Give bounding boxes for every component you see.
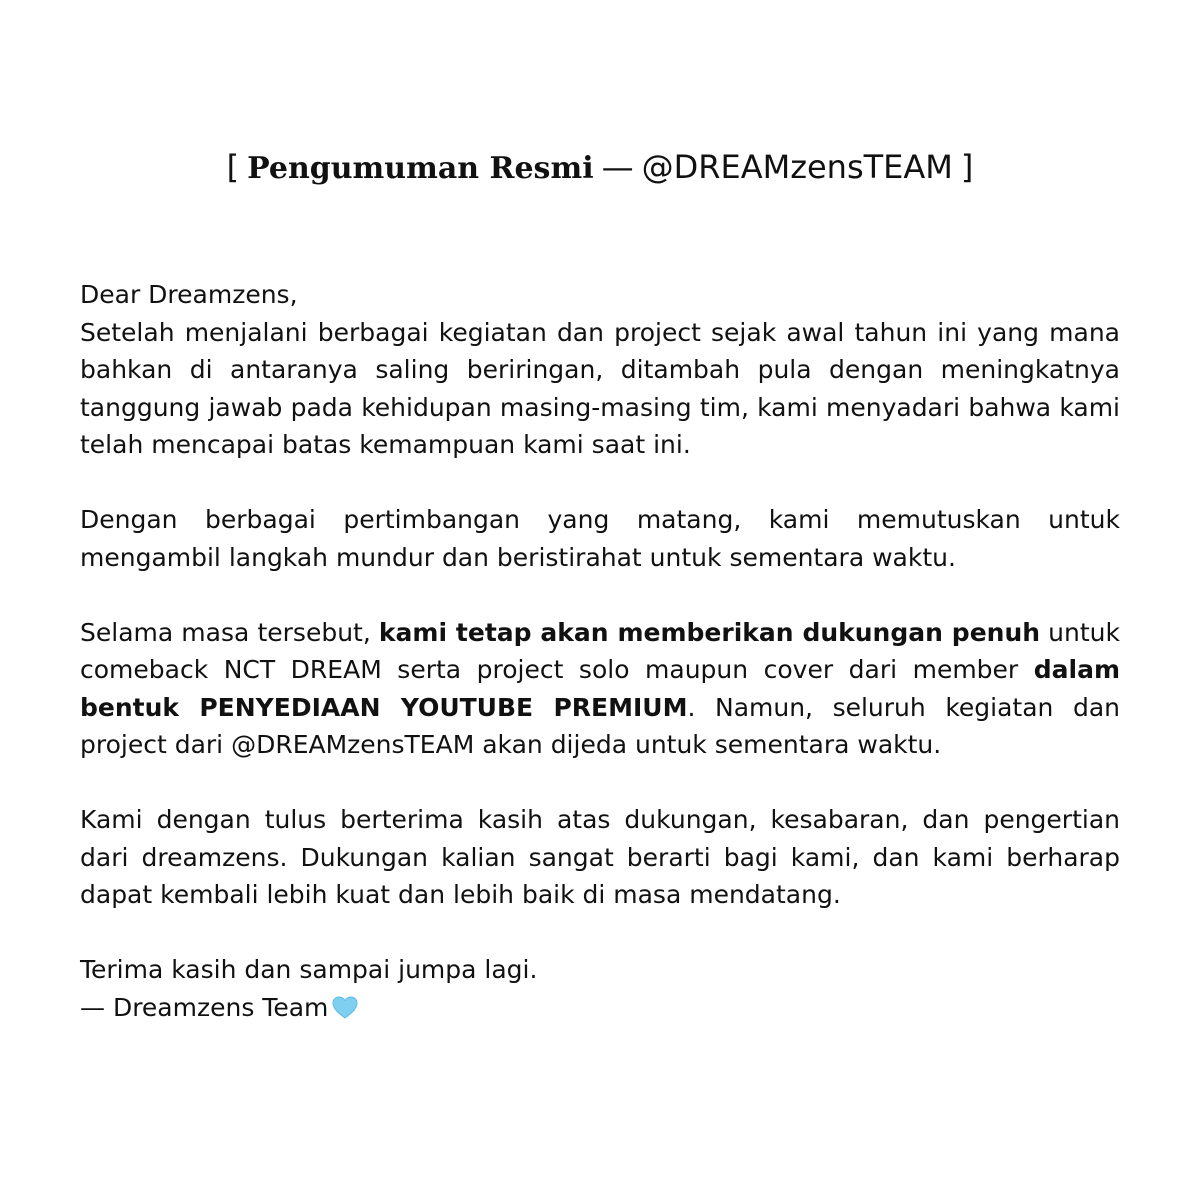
team-handle: @DREAMzensTEAM: [641, 148, 953, 186]
header-open-bracket: [: [226, 148, 240, 186]
paragraph-3-text-3: . Namun, seluruh kegiatan dan project dari @DREAMzensTEAM akan dijeda untuk sementara waktu.: [80, 692, 1120, 759]
letter-paragraph-3: [80, 614, 1120, 764]
letter-body: [80, 276, 1120, 1030]
letter-signature-line: [80, 989, 1120, 1031]
letter-paragraph-2: Dengan berbagai pertimbangan yang matang, kami memutuskan untuk mengambil langkah mundur dan beristirahat untuk sementara waktu.: [80, 505, 1120, 572]
paragraph-3-bold-2: dalam bentuk PENYEDIAAN YOUTUBE PREMIUM: [80, 655, 1120, 722]
letter-greeting: Dear Dreamzens,: [80, 280, 298, 309]
header-dash: —: [601, 148, 634, 186]
header-close-bracket: ]: [960, 148, 974, 186]
announcement-title: Pengumuman Resmi: [247, 151, 594, 186]
letter-closing: Terima kasih dan sampai jumpa lagi.: [80, 955, 538, 984]
paragraph-3-text-1: Selama masa tersebut,: [80, 617, 379, 647]
letter-paragraph-1: Setelah menjalani berbagai kegiatan dan project sejak awal tahun ini yang mana bahkan di antaranya saling beriringan, ditambah pula dengan meningkatnya tanggung jawab pada kehidupan masing-masing tim, kami menyadari bahwa kami telah mencapai batas kemampuan kami saat ini.: [80, 317, 1120, 459]
announcement-header: [0, 145, 1200, 191]
letter-signature: — Dreamzens Team: [80, 992, 329, 1022]
paragraph-3-bold-1: kami tetap akan memberikan dukungan penuh: [378, 617, 1041, 647]
letter-paragraph-4: Kami dengan tulus berterima kasih atas dukungan, kesabaran, dan pengertian dari dreamzens. Dukungan kalian sangat berarti bagi kami, dan kami berharap dapat kembali lebih kuat dan lebih baik di masa mendatang.: [80, 805, 1120, 909]
paragraph-3-text-2: untuk comeback NCT DREAM serta project solo maupun cover dari member: [80, 617, 1121, 684]
light-blue-heart-icon: [332, 993, 358, 1031]
